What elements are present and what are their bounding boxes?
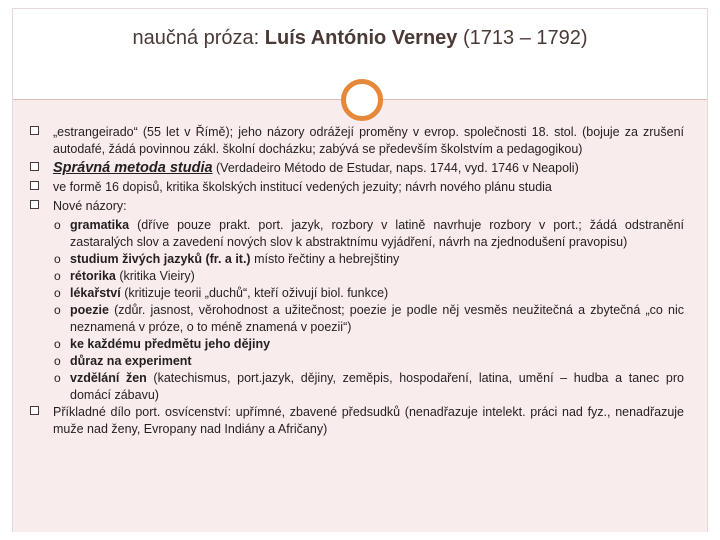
square-bullet-icon [30, 162, 39, 171]
sub-item-text: místo řečtiny a hebrejštiny [250, 252, 400, 266]
circle-bullet-icon: o [54, 354, 61, 368]
item-text: Příkladné dílo port. osvícenství: upřímné, zbavené předsudků (nenadřazuje intelekt. práci nad fyz., nenadřazuje muže nad ženy, Evropany nad Indiány a Afričany) [53, 405, 684, 436]
list-item [30, 160, 684, 177]
sub-item-text: (dříve pouze prakt. port. jazyk, rozbory v latině navrhuje rozbory v port.; žádá odstranění zastaralých slov a zavedení nových slov k abstraktnímu vyjádření, návrh na zjednodušení pravopisu) [70, 218, 684, 249]
square-bullet-icon [30, 200, 39, 209]
circle-bullet-icon: o [54, 371, 61, 385]
sub-item-text: (zdůr. jasnost, věrohodnost a užitečnost; poezie je podle něj vesměs neužitečná a zbytečná „co nic neznamená v próze, o to méně znamená v poezii“) [70, 303, 684, 334]
sub-item [30, 217, 684, 251]
square-bullet-icon [30, 126, 39, 135]
sub-item [30, 353, 684, 370]
work-title: Správná metoda studia [53, 160, 213, 176]
list-item [30, 198, 684, 215]
list-item [30, 404, 684, 438]
circle-bullet-icon: o [54, 286, 61, 300]
circle-bullet-icon: o [54, 303, 61, 317]
item-text: (Verdadeiro Método de Estudar, naps. 1744, vyd. 1746 v Neapoli) [212, 161, 579, 175]
bullet-list [30, 124, 684, 440]
item-text: „estrangeirado“ (55 let v Římě); jeho názory odrážejí proměny v evrop. společnosti 18. stol. (bojuje za zrušení autodafé, žádá povinnou zákl. školní docházku; zabývá se především školstvím a pedagogikou) [53, 125, 684, 156]
sub-item [30, 251, 684, 268]
title-prefix: naučná próza: [132, 27, 265, 49]
item-text: Nové názory: [53, 199, 127, 213]
sub-item-bold: poezie [70, 303, 109, 317]
sub-item-text: (kritizuje teorii „duchů“, kteří oživují biol. funkce) [120, 286, 389, 300]
circle-bullet-icon: o [54, 337, 61, 351]
sub-item-bold: ke každému předmětu jeho dějiny [70, 337, 271, 351]
sub-item [30, 336, 684, 353]
orange-ring-icon [341, 79, 383, 121]
sub-item [30, 370, 684, 404]
circle-bullet-icon: o [54, 218, 61, 232]
sub-item-bold: studium živých jazyků (fr. a it.) [70, 252, 251, 266]
list-item [30, 124, 684, 158]
sub-item-bold: lékařství [70, 286, 121, 300]
list-item [30, 179, 684, 196]
sub-item-text: (kritika Vieiry) [115, 269, 195, 283]
sub-item-bold: důraz na experiment [70, 354, 192, 368]
sub-item-bold: rétorika [70, 269, 116, 283]
sub-item-bold: gramatika [70, 218, 130, 232]
sub-item [30, 268, 684, 285]
title-years: (1713 – 1792) [457, 27, 588, 49]
circle-bullet-icon: o [54, 269, 61, 283]
sub-item-text: (katechismus, port.jazyk, dějiny, zeměpis, hospodaření, latina, umění – hudba a tanec pro domácí zábavu) [70, 371, 684, 402]
item-text: ve formě 16 dopisů, kritika školských institucí vedených jezuity; návrh nového plánu studia [53, 180, 552, 194]
sub-item [30, 285, 684, 302]
slide-title [13, 27, 707, 50]
sub-item-bold: vzdělání žen [70, 371, 147, 385]
square-bullet-icon [30, 181, 39, 190]
circle-bullet-icon: o [54, 252, 61, 266]
title-author: Luís António Verney [264, 27, 458, 49]
sub-item [30, 302, 684, 336]
square-bullet-icon [30, 406, 39, 415]
